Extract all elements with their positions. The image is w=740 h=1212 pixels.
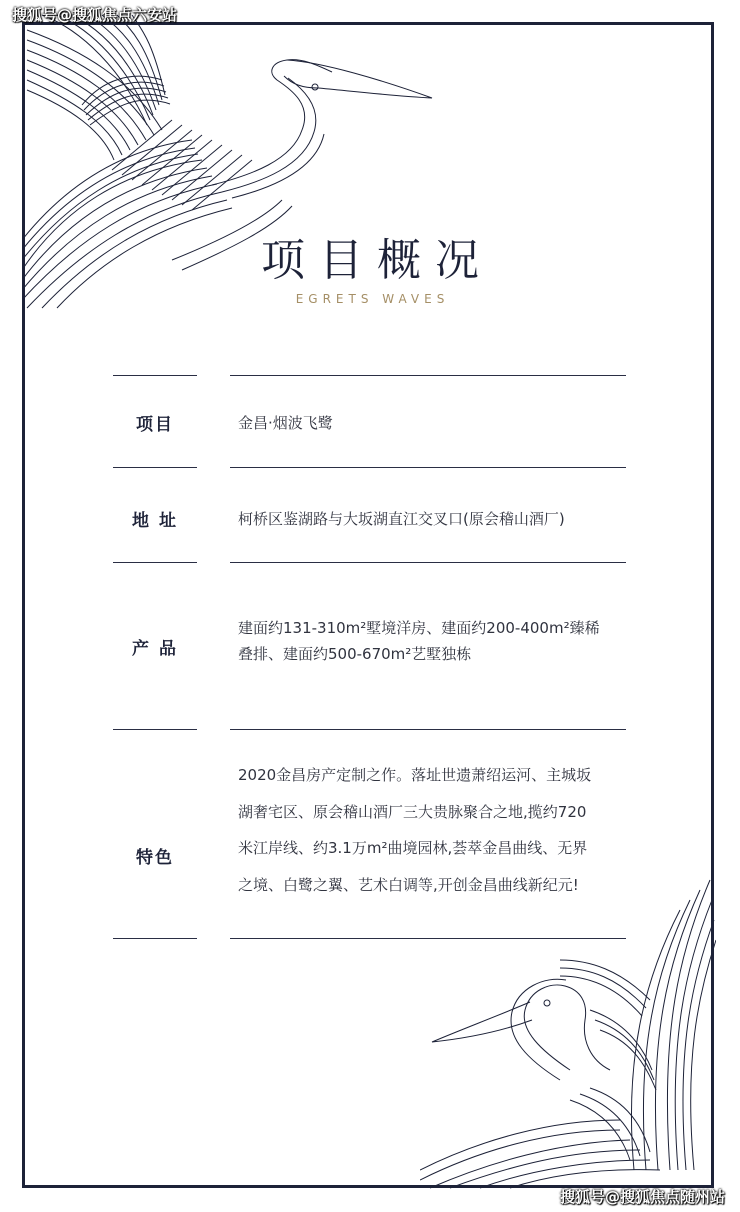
row-value-project: 金昌·烟波飞鹭	[238, 414, 333, 432]
text-line: 2020金昌房产定制之作。落址世遗萧绍运河、主城坂	[238, 766, 592, 784]
divider	[113, 375, 197, 376]
divider	[230, 375, 626, 376]
divider	[230, 938, 626, 939]
row-label-project: 项目	[136, 415, 174, 435]
row-value-address: 柯桥区鉴湖路与大坂湖直江交叉口(原会稽山酒厂)	[238, 510, 565, 528]
page-subtitle: EGRETS WAVES	[295, 292, 450, 306]
text-line: 叠排、建面约500-670m²艺墅独栋	[238, 645, 472, 663]
watermark-bottom: 搜狐号@搜狐焦点随州站	[560, 1188, 726, 1206]
divider	[230, 467, 626, 468]
row-value-product	[238, 615, 626, 667]
divider	[113, 938, 197, 939]
divider	[230, 562, 626, 563]
divider	[230, 729, 626, 730]
row-label-product: 产 品	[132, 639, 178, 659]
text-line: 米江岸线、约3.1万m²曲境园林,荟萃金昌曲线、无界	[238, 839, 588, 857]
divider	[113, 467, 197, 468]
text-line: 湖奢宅区、原会稽山酒厂三大贵脉聚合之地,揽约720	[238, 802, 587, 821]
text-line: 建面约131-310m²墅境洋房、建面约200-400m²臻稀	[238, 619, 600, 637]
watermark-top: 搜狐号@搜狐焦点六安站	[12, 6, 178, 24]
row-label-address: 地 址	[132, 511, 178, 531]
divider	[113, 562, 197, 563]
row-label-features: 特色	[136, 848, 174, 868]
text-line: 之境、白鹭之翼、艺术白调等,开创金昌曲线新纪元!	[238, 875, 579, 894]
divider	[113, 729, 197, 730]
page-title: 项目概况	[261, 235, 493, 286]
page-frame	[22, 22, 714, 1188]
row-value-features	[238, 757, 626, 903]
